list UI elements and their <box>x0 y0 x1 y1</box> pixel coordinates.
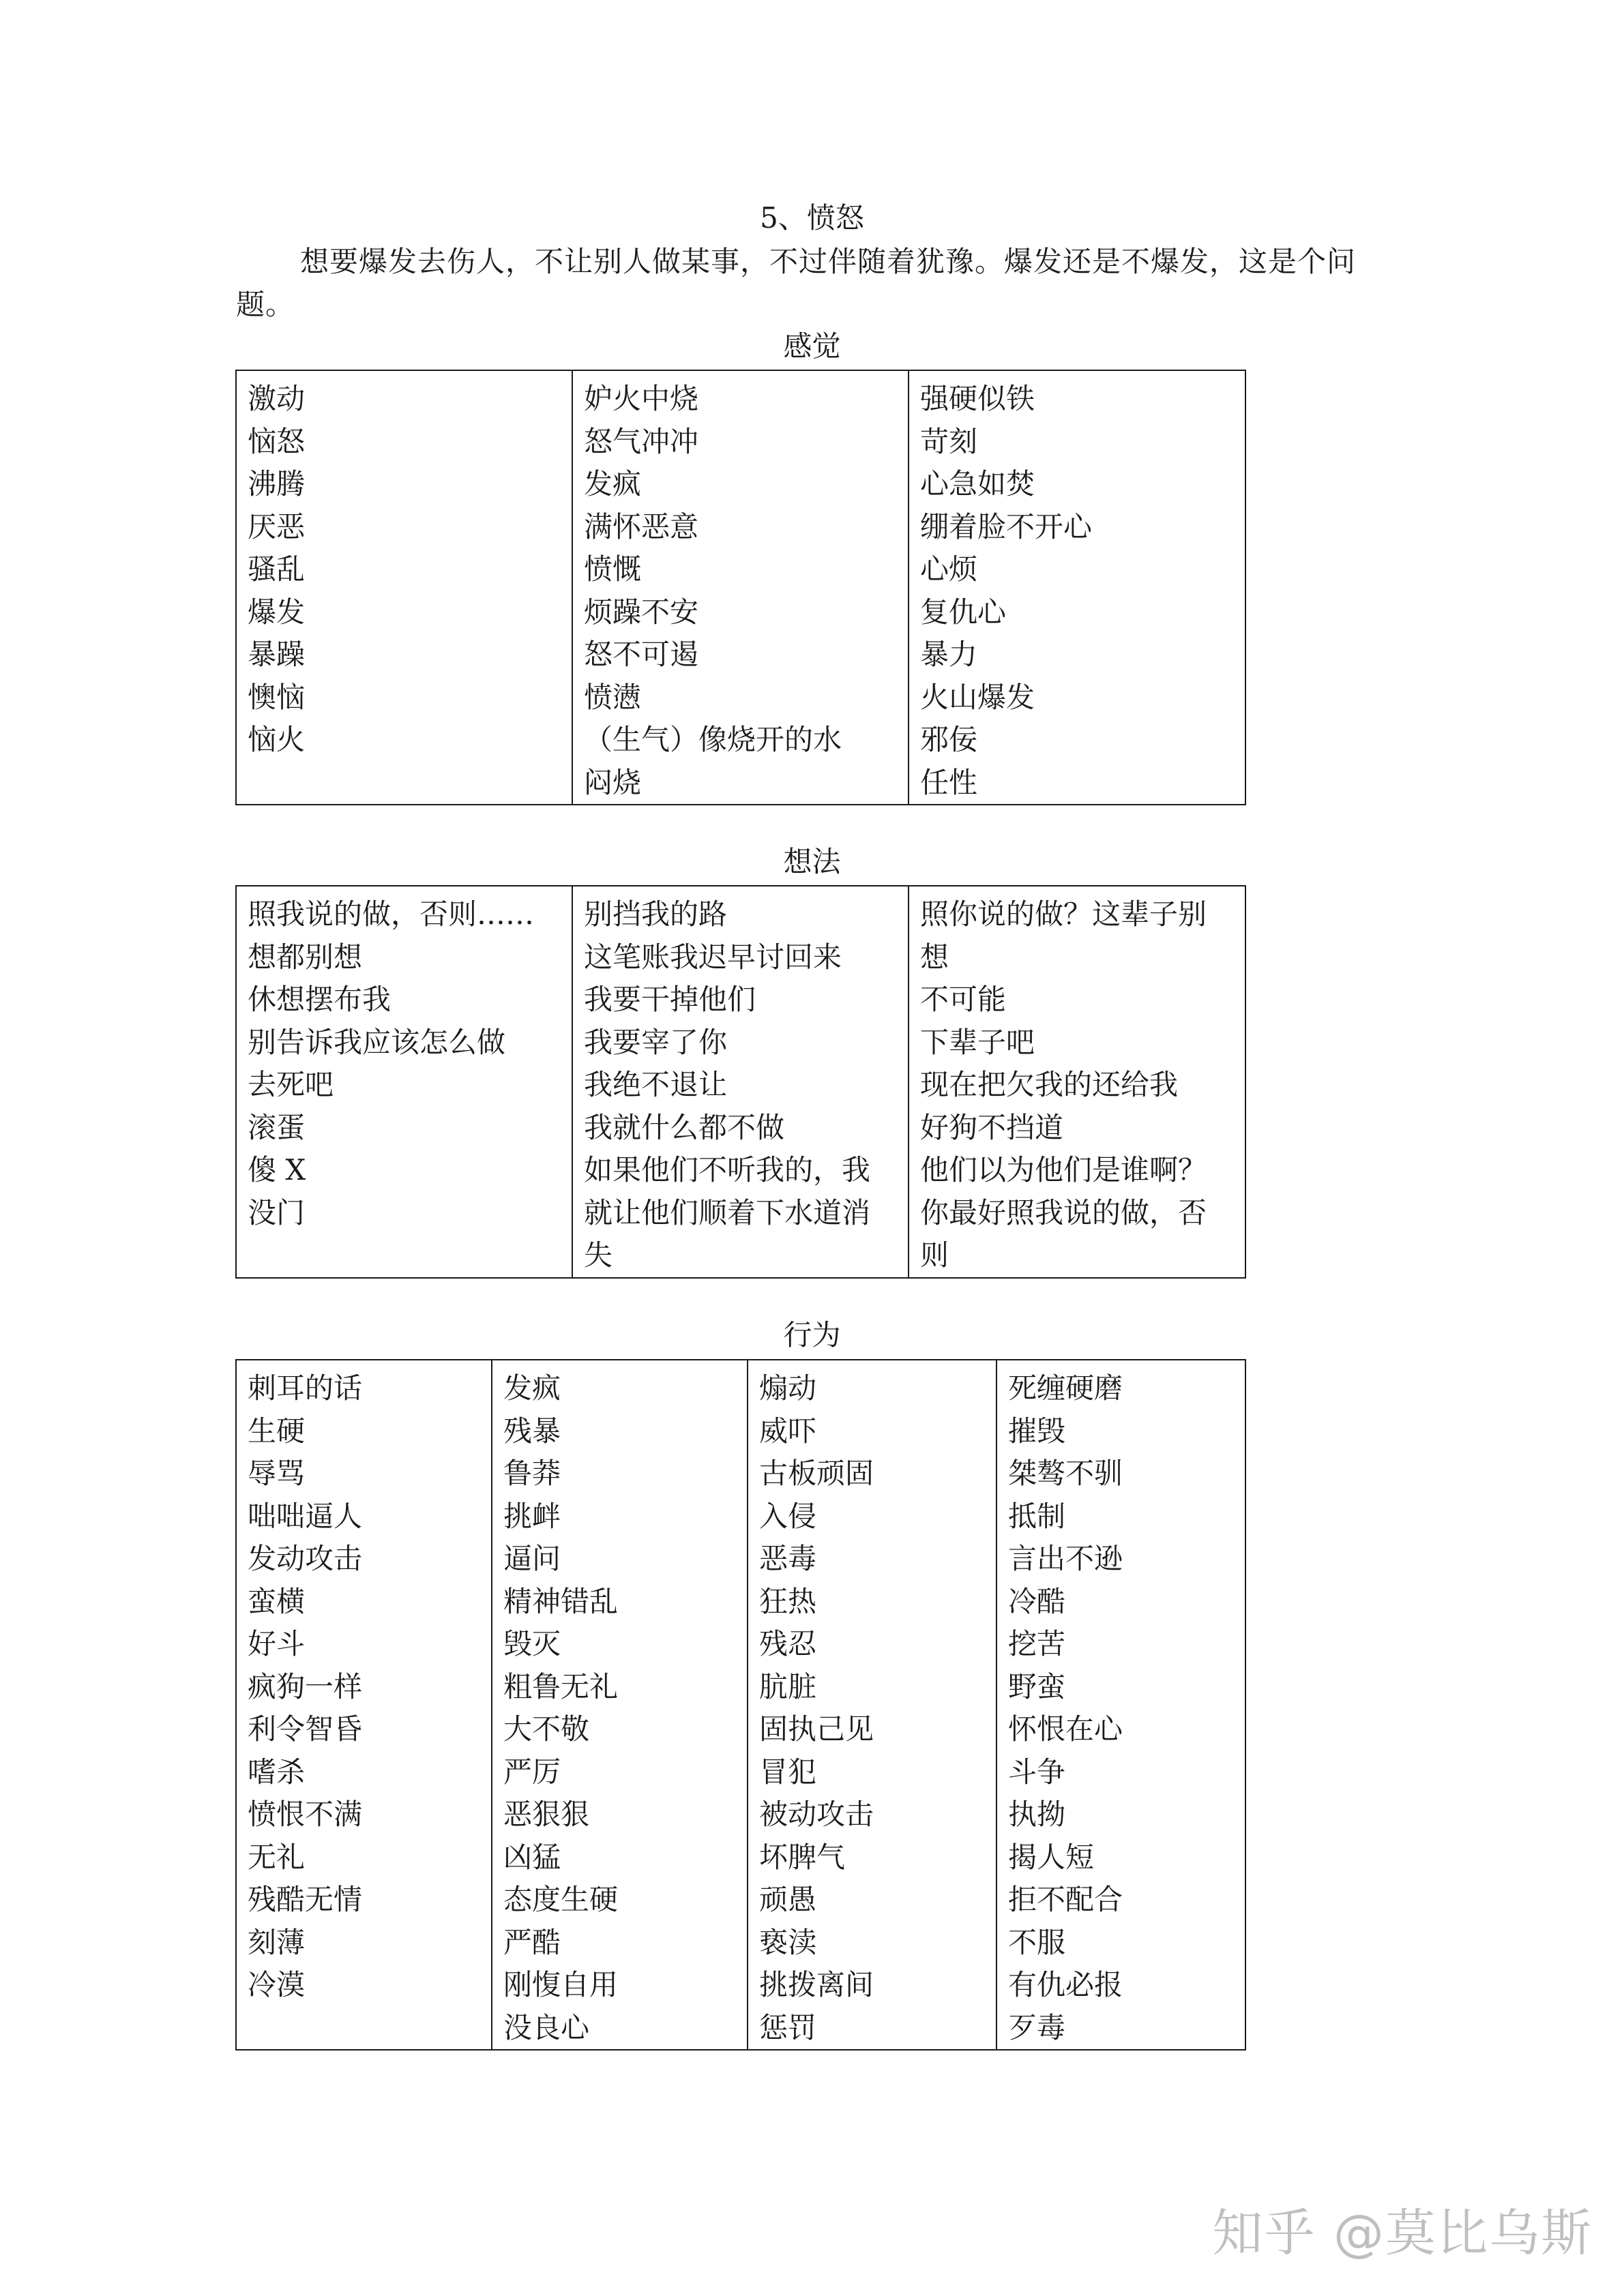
table-cell-entry: 鲁莽 <box>503 1457 561 1490</box>
feelings-title: 感觉 <box>783 329 841 363</box>
table-cell-entry: 斗争 <box>1008 1755 1066 1789</box>
table-cell-entry: （生气）像烧开的水 <box>584 723 842 756</box>
table-cell-entry: 任性 <box>920 765 978 799</box>
table-cell-entry: 爆发 <box>248 595 306 629</box>
feelings-column <box>236 370 572 805</box>
table-cell-entry: 刺耳的话 <box>248 1371 363 1405</box>
table-cell-entry: 休想摆布我 <box>248 983 392 1016</box>
feelings-column <box>909 370 1245 805</box>
table-cell-entry: 好狗不挡道 <box>920 1110 1064 1144</box>
table-cell-entry: 沸腾 <box>248 467 306 501</box>
table-cell-entry: 煽动 <box>759 1371 817 1405</box>
table-cell-entry: 我要宰了你 <box>584 1025 728 1059</box>
table-cell-entry: 怒不可遏 <box>584 638 699 671</box>
table-cell-entry: 执拗 <box>1008 1798 1066 1831</box>
zhihu-watermark: 知乎 @莫比乌斯 <box>1212 2204 1593 2263</box>
table-cell-entry: 挑衅 <box>503 1499 561 1533</box>
thoughts-column <box>236 886 572 1278</box>
table-cell-entry: 死缠硬磨 <box>1008 1371 1123 1405</box>
table-cell-entry: 别挡我的路 <box>584 897 728 931</box>
behaviors-title: 行为 <box>783 1318 841 1352</box>
table-cell-entry: 发动攻击 <box>248 1542 363 1575</box>
table-cell-entry: 闷烧 <box>584 765 642 799</box>
table-cell-entry: 挖苦 <box>1008 1627 1066 1660</box>
table-cell-entry: 有仇必报 <box>1008 1968 1123 2001</box>
table-cell-entry: 固执己见 <box>759 1712 874 1746</box>
table-cell-entry: 冷漠 <box>248 1968 306 2001</box>
table-cell-entry: 摧毁 <box>1008 1414 1066 1448</box>
table-cell-entry: 苛刻 <box>920 424 978 458</box>
table-cell-entry: 冷酷 <box>1008 1584 1066 1618</box>
table-cell-entry: 下辈子吧 <box>920 1025 1035 1059</box>
behaviors-column <box>236 1360 492 2050</box>
table-cell-entry: 残忍 <box>759 1627 817 1660</box>
table-cell-entry: 不服 <box>1008 1925 1066 1959</box>
table-cell-entry: 邪佞 <box>920 723 978 756</box>
table-cell-entry: 去死吧 <box>248 1068 334 1101</box>
table-cell-entry: 疯狗一样 <box>248 1669 363 1703</box>
table-cell-entry: 懊恼 <box>248 680 306 714</box>
table-cell-entry: 态度生硬 <box>503 1883 619 1916</box>
table-cell-entry: 严厉 <box>503 1755 561 1789</box>
table-cell-entry: 无礼 <box>248 1840 306 1874</box>
intro-paragraph: 想要爆发去伤人，不让别人做某事，不过伴随着犹豫。爆发还是不爆发，这是个问题。 <box>236 245 1357 321</box>
table-cell-entry: 残暴 <box>503 1414 561 1448</box>
table-cell-entry: 傻 X <box>248 1153 306 1187</box>
table-cell-entry: 刻薄 <box>248 1925 306 1959</box>
table-cell-entry: 咄咄逼人 <box>248 1499 363 1533</box>
table-cell-entry: 愤恨不满 <box>248 1798 363 1831</box>
table-cell-entry: 烦躁不安 <box>584 595 699 629</box>
table-cell-entry: 恼火 <box>248 723 306 756</box>
table-cell-entry: 残酷无情 <box>248 1883 363 1916</box>
table-cell-entry: 辱骂 <box>248 1457 306 1490</box>
table-cell-entry: 妒火中烧 <box>584 382 699 415</box>
thoughts-column <box>572 886 909 1278</box>
section-heading: 5、愤怒 <box>760 201 864 235</box>
table-cell-entry: 没门 <box>248 1195 306 1229</box>
table-cell-entry: 大不敬 <box>503 1712 590 1746</box>
table-cell-entry: 你最好照我说的做，否则 <box>920 1195 1207 1272</box>
table-cell-entry: 言出不逊 <box>1008 1542 1123 1575</box>
table-cell-entry: 蛮横 <box>248 1584 306 1618</box>
thoughts-column <box>909 886 1245 1278</box>
behaviors-column <box>748 1360 996 2050</box>
table-cell-entry: 凶猛 <box>503 1840 561 1874</box>
table-cell-entry: 歹毒 <box>1008 2010 1066 2044</box>
table-cell-entry: 我就什么都不做 <box>584 1110 785 1144</box>
table-cell-entry: 他们以为他们是谁啊？ <box>920 1153 1207 1187</box>
table-cell-entry: 冒犯 <box>759 1755 817 1789</box>
table-cell-entry: 现在把欠我的还给我 <box>920 1068 1179 1101</box>
table-cell-entry: 拒不配合 <box>1008 1883 1123 1916</box>
table-cell-entry: 怀恨在心 <box>1008 1712 1123 1746</box>
table-cell-entry: 精神错乱 <box>503 1584 619 1618</box>
table-cell-entry: 我绝不退让 <box>584 1068 728 1101</box>
behaviors-table <box>235 1359 1246 2051</box>
table-cell-entry: 心烦 <box>920 552 978 586</box>
table-cell-entry: 心急如焚 <box>920 467 1035 501</box>
table-cell-entry: 强硬似铁 <box>920 382 1035 415</box>
table-cell-entry: 亵渎 <box>759 1925 817 1959</box>
table-cell-entry: 嗜杀 <box>248 1755 306 1789</box>
table-cell-entry: 狂热 <box>759 1584 817 1618</box>
table-cell-entry: 我要干掉他们 <box>584 983 756 1016</box>
behaviors-column <box>492 1360 748 2050</box>
table-cell-entry: 不可能 <box>920 983 1007 1016</box>
table-cell-entry: 利令智昏 <box>248 1712 363 1746</box>
table-cell-entry: 照我说的做，否则…… <box>248 897 535 931</box>
table-cell-entry: 火山爆发 <box>920 680 1035 714</box>
table-cell-entry: 绷着脸不开心 <box>920 509 1093 543</box>
table-cell-entry: 这笔账我迟早讨回来 <box>584 940 842 974</box>
table-cell-entry: 恼怒 <box>248 424 306 458</box>
table-cell-entry: 惩罚 <box>759 2010 817 2044</box>
table-cell-entry: 别告诉我应该怎么做 <box>248 1025 506 1059</box>
table-cell-entry: 刚愎自用 <box>503 1968 619 2001</box>
table-cell-entry: 肮脏 <box>759 1669 817 1703</box>
table-cell-entry: 好斗 <box>248 1627 306 1660</box>
table-cell-entry: 厌恶 <box>248 509 306 543</box>
table-cell-entry: 粗鲁无礼 <box>503 1669 619 1703</box>
table-cell-entry: 暴力 <box>920 638 978 671</box>
thoughts-table <box>235 885 1246 1279</box>
table-cell-entry: 愤懑 <box>584 680 642 714</box>
behaviors-column <box>996 1360 1245 2050</box>
table-cell-entry: 恶毒 <box>759 1542 817 1575</box>
feelings-table <box>235 370 1246 805</box>
table-cell-entry: 古板顽固 <box>759 1457 874 1490</box>
table-cell-entry: 毁灭 <box>503 1627 561 1660</box>
table-cell-entry: 恶狠狠 <box>503 1798 590 1831</box>
table-cell-entry: 滚蛋 <box>248 1110 306 1144</box>
table-cell-entry: 发疯 <box>584 467 642 501</box>
table-cell-entry: 顽愚 <box>759 1883 817 1916</box>
table-cell-entry: 复仇心 <box>920 595 1007 629</box>
table-cell-entry: 生硬 <box>248 1414 306 1448</box>
table-cell-entry: 怒气冲冲 <box>584 424 699 458</box>
table-cell-entry: 挑拨离间 <box>759 1968 874 2001</box>
table-cell-entry: 入侵 <box>759 1499 817 1533</box>
table-cell-entry: 如果他们不听我的，我就让他们顺着下水道消失 <box>584 1153 871 1272</box>
table-cell-entry: 没良心 <box>503 2010 590 2044</box>
table-cell-entry: 发疯 <box>503 1371 561 1405</box>
table-cell-entry: 骚乱 <box>248 552 306 586</box>
table-cell-entry: 想都别想 <box>248 940 363 974</box>
table-cell-entry: 坏脾气 <box>759 1840 846 1874</box>
table-cell-entry: 逼问 <box>503 1542 561 1575</box>
table-cell-entry: 威吓 <box>759 1414 817 1448</box>
table-cell-entry: 激动 <box>248 382 306 415</box>
feelings-column <box>572 370 909 805</box>
table-cell-entry: 揭人短 <box>1008 1840 1095 1874</box>
table-cell-entry: 被动攻击 <box>759 1798 874 1831</box>
table-cell-entry: 照你说的做？这辈子别想 <box>920 897 1207 974</box>
table-cell-entry: 严酷 <box>503 1925 561 1959</box>
thoughts-title: 想法 <box>783 845 841 878</box>
table-cell-entry: 桀骜不驯 <box>1008 1457 1123 1490</box>
table-cell-entry: 野蛮 <box>1008 1669 1066 1703</box>
table-cell-entry: 抵制 <box>1008 1499 1066 1533</box>
table-cell-entry: 满怀恶意 <box>584 509 699 543</box>
table-cell-entry: 暴躁 <box>248 638 306 671</box>
table-cell-entry: 愤慨 <box>584 552 642 586</box>
